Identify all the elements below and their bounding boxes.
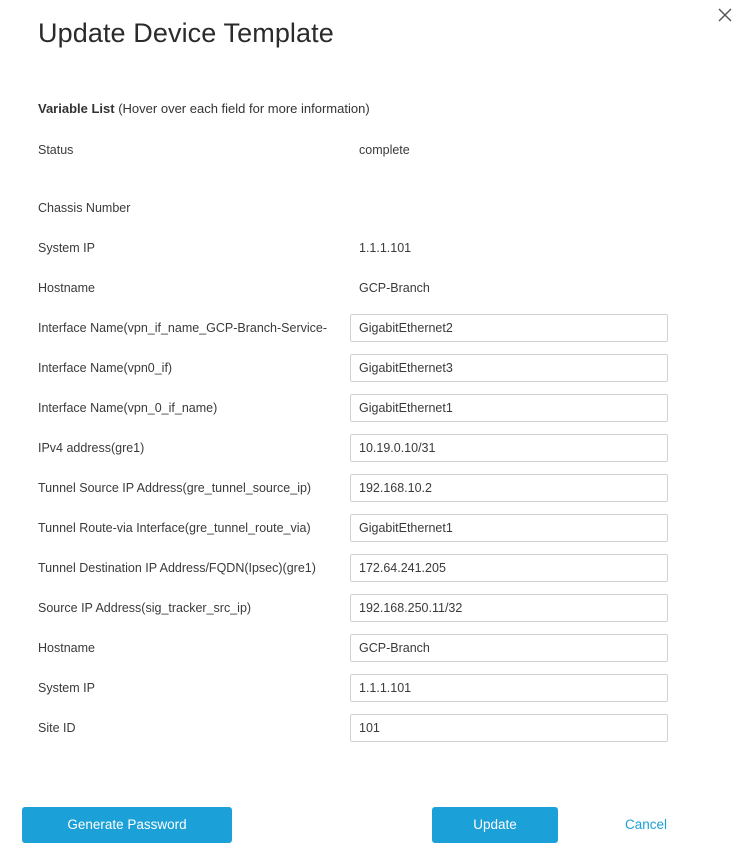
page-title: Update Device Template xyxy=(38,18,334,48)
generate-password-button[interactable]: Generate Password xyxy=(22,807,232,843)
variable-list-hint: (Hover over each field for more information) xyxy=(118,101,370,116)
field-label: Interface Name(vpn_if_name_GCP-Branch-Service- xyxy=(38,321,328,335)
tunnel-source-ip-input[interactable] xyxy=(350,474,668,502)
table-row xyxy=(0,708,752,748)
table-row xyxy=(0,268,752,308)
field-label: Tunnel Destination IP Address/FQDN(Ipsec)(gre1) xyxy=(38,561,316,575)
tunnel-destination-ip-input[interactable] xyxy=(350,554,668,582)
sig-tracker-src-ip-input[interactable] xyxy=(350,594,668,622)
variable-list-heading xyxy=(38,101,370,116)
interface-name-vpn0-if-input[interactable] xyxy=(350,354,668,382)
table-row xyxy=(0,628,752,668)
table-row xyxy=(0,468,752,508)
system-ip-input[interactable] xyxy=(350,674,668,702)
variable-list-label: Variable List xyxy=(38,101,115,116)
field-label: Tunnel Source IP Address(gre_tunnel_source_ip) xyxy=(38,481,312,495)
field-value: complete xyxy=(359,143,410,157)
hostname-input[interactable] xyxy=(350,634,668,662)
table-row xyxy=(0,588,752,628)
variable-form xyxy=(0,130,752,748)
table-row xyxy=(0,508,752,548)
interface-name-vpn-0-if-name-input[interactable] xyxy=(350,394,668,422)
field-label: Hostname xyxy=(38,281,95,295)
field-label: Chassis Number xyxy=(38,201,131,215)
table-row xyxy=(0,308,752,348)
cancel-button[interactable]: Cancel xyxy=(592,807,700,843)
field-label: Source IP Address(sig_tracker_src_ip) xyxy=(38,601,252,615)
update-button[interactable]: Update xyxy=(432,807,558,843)
table-row xyxy=(0,348,752,388)
field-label: Hostname xyxy=(38,641,95,655)
dialog-footer xyxy=(0,807,752,843)
field-label: Site ID xyxy=(38,721,76,735)
table-row xyxy=(0,130,752,170)
field-label: Interface Name(vpn0_if) xyxy=(38,361,173,375)
field-label: System IP xyxy=(38,681,95,695)
table-row xyxy=(0,668,752,708)
table-row xyxy=(0,428,752,468)
row-spacer xyxy=(0,170,752,188)
field-label: IPv4 address(gre1) xyxy=(38,441,145,455)
field-label: System IP xyxy=(38,241,95,255)
table-row xyxy=(0,188,752,228)
tunnel-route-via-interface-input[interactable] xyxy=(350,514,668,542)
table-row xyxy=(0,228,752,268)
field-label: Tunnel Route-via Interface(gre_tunnel_route_via) xyxy=(38,521,311,535)
table-row xyxy=(0,388,752,428)
table-row xyxy=(0,548,752,588)
field-value: 1.1.1.101 xyxy=(359,241,412,255)
field-label: Status xyxy=(38,143,74,157)
interface-name-service-input[interactable] xyxy=(350,314,668,342)
field-value: GCP-Branch xyxy=(359,281,430,295)
field-label: Interface Name(vpn_0_if_name) xyxy=(38,401,218,415)
site-id-input[interactable] xyxy=(350,714,668,742)
ipv4-address-gre1-input[interactable] xyxy=(350,434,668,462)
close-icon[interactable] xyxy=(714,4,736,26)
